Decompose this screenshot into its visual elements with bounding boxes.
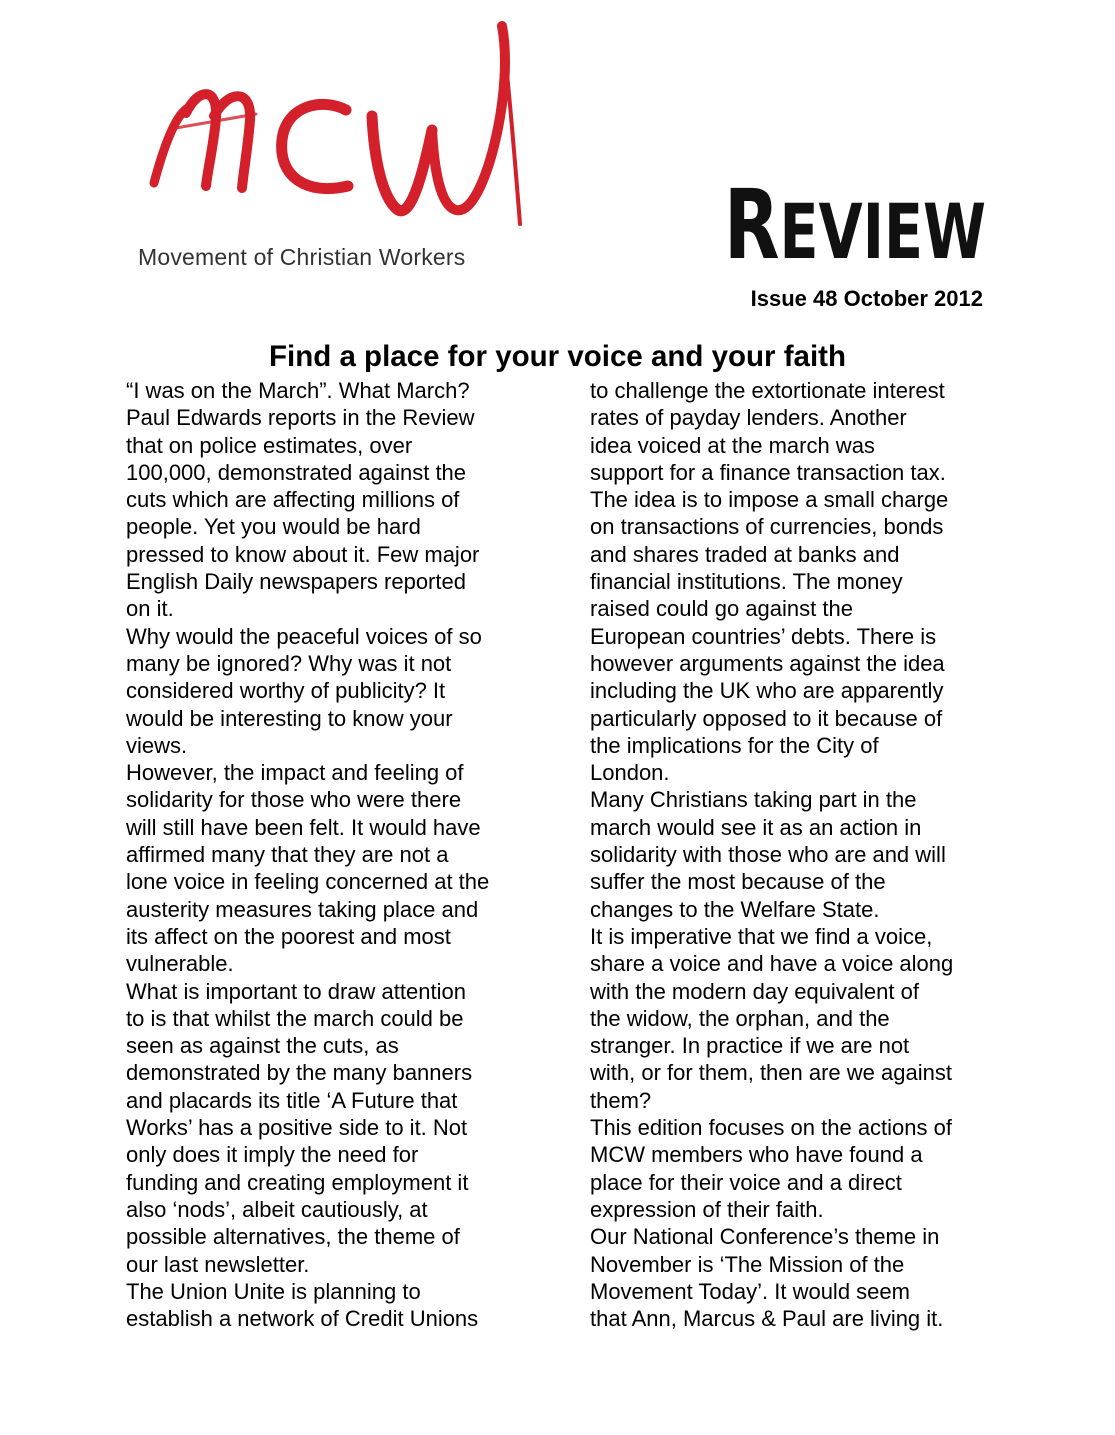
article-text-line: austerity measures taking place and	[126, 896, 479, 922]
article-text-line: people. Yet you would be hard	[126, 514, 421, 540]
article-text-line: demonstrated by the many banners	[126, 1060, 473, 1086]
article-column-left	[126, 377, 489, 1332]
article-text-line: on transactions of currencies, bonds	[590, 514, 944, 540]
article-text-line: particularly opposed to it because of	[590, 705, 943, 731]
article-text-line: establish a network of Credit Unions	[126, 1306, 479, 1332]
article-text-line: November is ‘The Mission of the	[590, 1251, 905, 1277]
article-text-line: many be ignored? Why was it not	[126, 650, 452, 676]
article-text-line: lone voice in feeling concerned at the	[126, 869, 490, 895]
article-text-line: only does it imply the need for	[126, 1142, 419, 1168]
mcw-logo	[136, 18, 540, 258]
article-text-line: to is that whilst the march could be	[126, 1005, 464, 1031]
article-text-line: solidarity for those who were there	[126, 787, 462, 813]
organisation-tagline: Movement of Christian Workers	[138, 244, 466, 270]
article-text-line: Why would the peaceful voices of so	[126, 623, 482, 649]
article-text-line: However, the impact and feeling of	[126, 760, 464, 786]
article-text-line: views.	[126, 732, 188, 758]
article-text-line: however arguments against the idea	[590, 650, 945, 676]
article-text-line: idea voiced at the march was	[590, 432, 875, 458]
article-text-line: seen as against the cuts, as	[126, 1033, 399, 1059]
article-text-line: cuts which are affecting millions of	[126, 487, 460, 513]
article-text-line: on it.	[126, 596, 174, 622]
article-text-line: share a voice and have a voice along	[590, 951, 954, 977]
article-text-line: It is imperative that we find a voice,	[590, 923, 933, 949]
article-text-line: march would see it as an action in	[590, 814, 922, 840]
article-text-line: that Ann, Marcus & Paul are living it.	[590, 1306, 944, 1332]
article-text-line: stranger. In practice if we are not	[590, 1033, 910, 1059]
article-text-line: 100,000, demonstrated against the	[126, 459, 467, 485]
article-text-line: expression of their faith.	[590, 1196, 824, 1222]
issue-date: Issue 48 October 2012	[750, 286, 983, 311]
article-text-line: will still have been felt. It would have	[126, 814, 481, 840]
article-text-line: pressed to know about it. Few major	[126, 541, 480, 567]
article-text-line: and placards its title ‘A Future that	[126, 1087, 458, 1113]
article-column-right	[590, 377, 953, 1332]
article-text-line: place for their voice and a direct	[590, 1169, 902, 1195]
article-text-line: Paul Edwards reports in the Review	[126, 405, 475, 431]
article-text-line: and shares traded at banks and	[590, 541, 900, 567]
article-text-line: with, or for them, then are we against	[590, 1060, 952, 1086]
article-text-line: that on police estimates, over	[126, 432, 413, 458]
article-text-line: its affect on the poorest and most	[126, 923, 451, 949]
article-text-line: the implications for the City of	[590, 732, 879, 758]
article-text-line: would be interesting to know your	[126, 705, 453, 731]
article-text-line: What is important to draw attention	[126, 978, 466, 1004]
article-text-line: London.	[590, 760, 670, 786]
article-text-line: affirmed many that they are not a	[126, 842, 449, 868]
article-text-line: the widow, the orphan, and the	[590, 1005, 890, 1031]
article-text-line: English Daily newspapers reported	[126, 569, 466, 595]
article-text-line: considered worthy of publicity? It	[126, 678, 446, 704]
article-text-line: raised could go against the	[590, 596, 853, 622]
article-text-line: Works’ has a positive side to it. Not	[126, 1115, 468, 1141]
article-headline: Find a place for your voice and your faith	[269, 340, 846, 373]
article-text-line: Movement Today’. It would seem	[590, 1278, 910, 1304]
article-text-line: to challenge the extortionate interest	[590, 378, 945, 403]
article-text-line: The idea is to impose a small charge	[590, 487, 949, 513]
article-text-line: financial institutions. The money	[590, 569, 903, 595]
article-text-line: MCW members who have found a	[590, 1142, 923, 1168]
article-text-line: vulnerable.	[126, 951, 234, 977]
publication-title	[724, 169, 1055, 281]
article-text-line: our last newsletter.	[126, 1251, 310, 1277]
article-text-line: also ‘nods’, albeit cautiously, at	[126, 1196, 428, 1222]
article-text-line: with the modern day equivalent of	[590, 978, 919, 1004]
article-text-line: The Union Unite is planning to	[126, 1278, 421, 1304]
article-text-line: This edition focuses on the actions of	[590, 1115, 952, 1141]
article-text-line: support for a finance transaction tax.	[590, 459, 946, 485]
article-text-line: possible alternatives, the theme of	[126, 1224, 460, 1250]
article-text-line: funding and creating employment it	[126, 1169, 469, 1195]
article-text-line: them?	[590, 1087, 652, 1113]
article-text-line: European countries’ debts. There is	[590, 623, 937, 649]
article-text-line: Our National Conference’s theme in	[590, 1224, 940, 1250]
article-text-line: “I was on the March”. What March?	[126, 378, 470, 403]
publication-title-text: REVIEW	[724, 169, 1055, 281]
article-text-line: solidarity with those who are and will	[590, 842, 946, 868]
article-text-line: including the UK who are apparently	[590, 678, 944, 704]
article-text-line: suffer the most because of the	[590, 869, 886, 895]
article-text-line: Many Christians taking part in the	[590, 787, 917, 813]
article-text-line: rates of payday lenders. Another	[590, 405, 907, 431]
article-text-line: changes to the Welfare State.	[590, 896, 880, 922]
